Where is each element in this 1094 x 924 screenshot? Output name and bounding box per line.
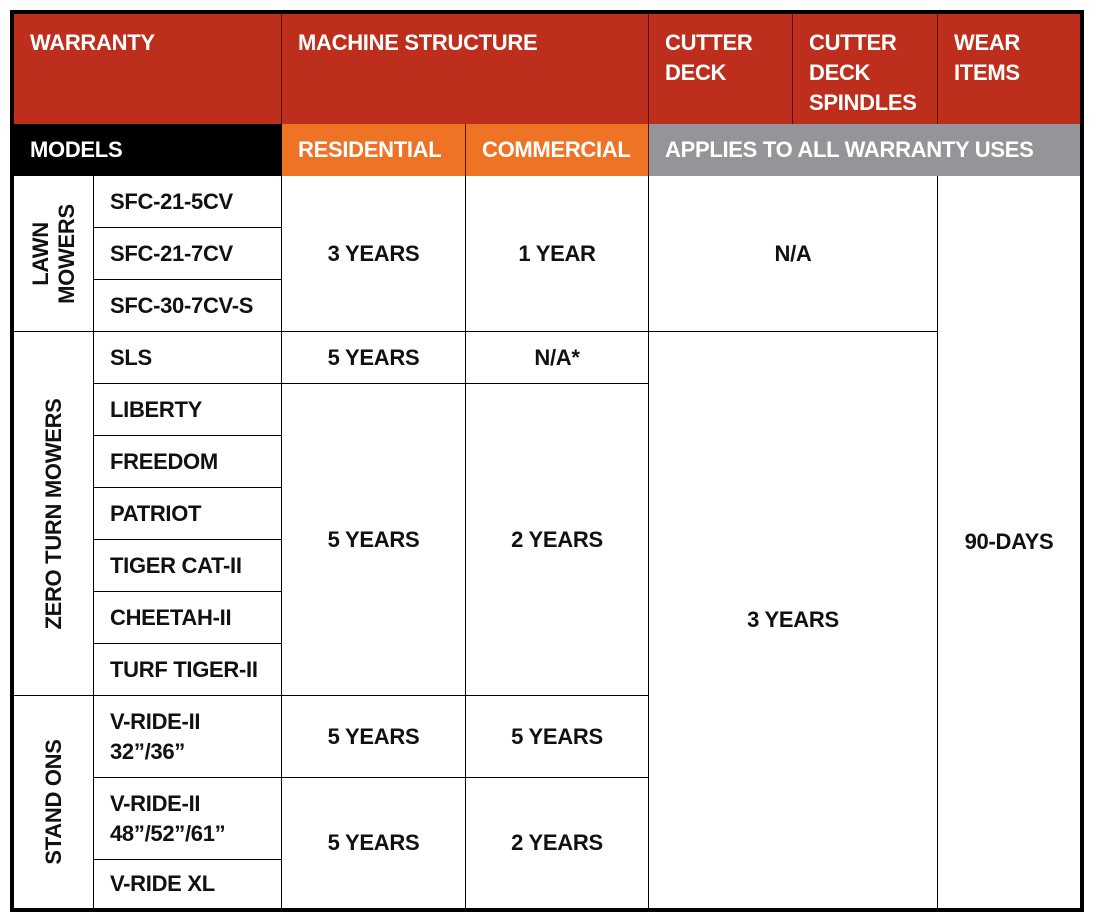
lawn-residential: [282, 176, 466, 332]
group-lawn-mowers: [14, 176, 94, 332]
model-row: [94, 436, 282, 488]
model-row: [94, 860, 282, 908]
header-line: WEAR: [954, 30, 1021, 55]
model-name: SFC-21-5CV: [110, 188, 233, 214]
header-machine-structure-label: MACHINE STRUCTURE: [298, 30, 538, 55]
model-name: TIGER CAT-II: [110, 552, 242, 578]
group-label: [28, 204, 80, 304]
header-warranty: [14, 14, 282, 124]
vride32-commercial: [466, 696, 649, 778]
model-row: [94, 176, 282, 228]
value: N/A: [774, 240, 812, 266]
model-name: CHEETAH-II: [110, 604, 232, 630]
model-name: SFC-21-7CV: [110, 240, 233, 266]
header-wear-items: [938, 14, 1080, 124]
zero-turn-commercial: [466, 384, 649, 696]
header-warranty-label: WARRANTY: [30, 30, 155, 55]
sls-commercial: [466, 332, 649, 384]
value: 5 YEARS: [511, 723, 603, 749]
model-name: SFC-30-7CV-S: [110, 292, 254, 318]
group-label-line: MOWERS: [53, 203, 79, 304]
subheader-models: [14, 124, 282, 176]
model-row: [94, 332, 282, 384]
sls-residential: [282, 332, 466, 384]
model-name: V-RIDE-II: [110, 708, 201, 734]
subheader-models-label: MODELS: [30, 137, 123, 162]
model-row: [94, 592, 282, 644]
value: 5 YEARS: [327, 344, 420, 370]
subheader-residential-label: RESIDENTIAL: [298, 137, 442, 162]
header-line: SPINDLES: [809, 90, 917, 115]
header-cutter-deck: [649, 14, 793, 124]
shared-cutter-deck: [649, 332, 938, 908]
value: 3 YEARS: [747, 607, 839, 632]
value: 5 YEARS: [327, 526, 420, 552]
model-row: [94, 644, 282, 696]
model-name: PATRIOT: [110, 500, 202, 526]
header-cutter-deck-spindles: [793, 14, 938, 124]
model-name: TURF TIGER-II: [110, 656, 258, 682]
model-size: 32”/36”: [110, 738, 185, 764]
group-stand-ons: [14, 696, 94, 908]
model-row: [94, 228, 282, 280]
model-row: [94, 280, 282, 332]
model-name: V-RIDE XL: [110, 871, 215, 896]
model-name: LIBERTY: [110, 396, 203, 422]
header-line: CUTTER: [809, 30, 897, 55]
group-zero-turn-mowers: [14, 332, 94, 696]
model-name: FREEDOM: [110, 448, 218, 474]
subheader-residential: [282, 124, 466, 176]
subheader-commercial-label: COMMERCIAL: [482, 137, 631, 162]
header-line: DECK: [809, 60, 871, 85]
value: 1 YEAR: [518, 240, 596, 266]
warranty-table: [10, 10, 1084, 912]
group-label: ZERO TURN MOWERS: [40, 397, 66, 630]
shared-wear-items: [938, 176, 1080, 908]
lawn-commercial: [466, 176, 649, 332]
model-row: [94, 778, 282, 860]
stand-on-commercial: [466, 778, 649, 908]
model-size: 48”/52”/61”: [110, 820, 226, 846]
model-row: [94, 488, 282, 540]
lawn-cutter-deck: [649, 176, 938, 332]
value: 2 YEARS: [511, 830, 603, 855]
value: N/A*: [534, 344, 580, 370]
zero-turn-residential: [282, 384, 466, 696]
vride32-residential: [282, 696, 466, 778]
group-label-line: LAWN: [27, 221, 53, 286]
subheader-applies-all-label: APPLIES TO ALL WARRANTY USES: [665, 137, 1034, 162]
value: 90-DAYS: [964, 529, 1054, 554]
model-row: [94, 540, 282, 592]
header-line: CUTTER: [665, 30, 753, 55]
header-line: ITEMS: [954, 60, 1020, 85]
model-row: [94, 696, 282, 778]
stand-on-residential: [282, 778, 466, 908]
subheader-commercial: [466, 124, 649, 176]
header-line: DECK: [665, 60, 727, 85]
value: 2 YEARS: [511, 526, 603, 552]
model-name: V-RIDE-II: [110, 790, 201, 816]
value: 5 YEARS: [327, 830, 420, 855]
model-row: [94, 384, 282, 436]
model-name: SLS: [110, 344, 152, 370]
header-machine-structure: [282, 14, 649, 124]
subheader-applies-all: [649, 124, 1080, 176]
value: 5 YEARS: [327, 723, 420, 749]
value: 3 YEARS: [327, 240, 420, 266]
group-label: STAND ONS: [40, 739, 66, 865]
